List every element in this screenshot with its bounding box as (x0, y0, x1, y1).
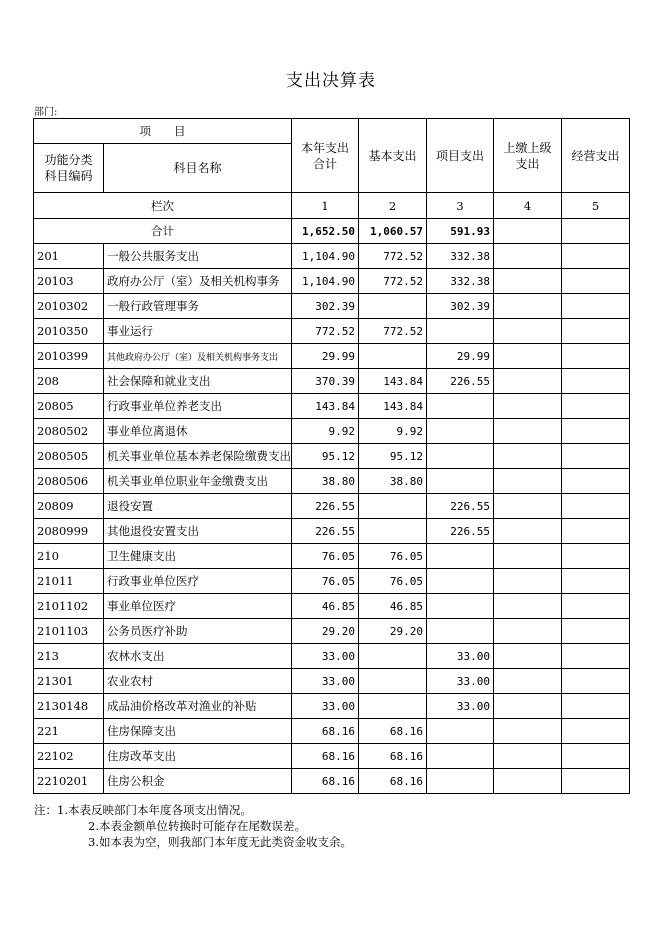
row-basic (359, 694, 427, 719)
row-operating (562, 244, 630, 269)
row-operating (562, 469, 630, 494)
note-1: 注：1.本表反映部门本年度各项支出情况。 (34, 803, 252, 817)
row-operating (562, 394, 630, 419)
row-subject-name: 机关事业单位职业年金缴费支出 (104, 469, 292, 494)
row-basic: 772.52 (359, 319, 427, 344)
lanci-col: 3 (427, 193, 494, 219)
row-total: 76.05 (292, 544, 359, 569)
row-operating (562, 619, 630, 644)
table-row (34, 694, 630, 719)
row-upper (494, 569, 562, 594)
lanci-col: 1 (292, 193, 359, 219)
row-code: 2101103 (34, 619, 104, 644)
row-operating (562, 569, 630, 594)
total-upper (494, 219, 562, 244)
row-code: 201 (34, 244, 104, 269)
row-upper (494, 644, 562, 669)
row-total: 33.00 (292, 694, 359, 719)
table-row (34, 369, 630, 394)
row-code: 2101102 (34, 594, 104, 619)
row-total: 76.05 (292, 569, 359, 594)
row-subject-name: 其他退役安置支出 (104, 519, 292, 544)
row-total: 226.55 (292, 519, 359, 544)
row-subject-name: 社会保障和就业支出 (104, 369, 292, 394)
table-row (34, 344, 630, 369)
row-basic: 9.92 (359, 419, 427, 444)
row-project: 33.00 (427, 669, 494, 694)
row-basic: 29.20 (359, 619, 427, 644)
row-code: 2210201 (34, 769, 104, 794)
row-operating (562, 644, 630, 669)
header-subject-name: 科目名称 (104, 144, 292, 193)
row-total: 46.85 (292, 594, 359, 619)
table-row (34, 494, 630, 519)
row-operating (562, 769, 630, 794)
row-basic (359, 669, 427, 694)
row-code: 20103 (34, 269, 104, 294)
table-row (34, 744, 630, 769)
row-upper (494, 494, 562, 519)
row-subject-name: 退役安置 (104, 494, 292, 519)
row-basic (359, 519, 427, 544)
row-code: 2010350 (34, 319, 104, 344)
row-upper (494, 369, 562, 394)
lanci-col: 2 (359, 193, 427, 219)
table-row (34, 569, 630, 594)
row-total: 302.39 (292, 294, 359, 319)
lanci-label: 栏次 (34, 193, 292, 219)
row-upper (494, 694, 562, 719)
row-operating (562, 419, 630, 444)
row-total: 9.92 (292, 419, 359, 444)
header-total: 本年支出 合计 (292, 119, 359, 193)
note-3: 3.如本表为空，则我部门本年度无此类资金收支余。 (88, 835, 352, 849)
row-code: 2010399 (34, 344, 104, 369)
table-row (34, 469, 630, 494)
row-code: 20805 (34, 394, 104, 419)
row-subject-name: 一般行政管理事务 (104, 294, 292, 319)
table-row (34, 444, 630, 469)
row-code: 213 (34, 644, 104, 669)
row-subject-name: 农林水支出 (104, 644, 292, 669)
row-total: 38.80 (292, 469, 359, 494)
row-basic: 68.16 (359, 719, 427, 744)
table-row (34, 319, 630, 344)
row-subject-name: 行政事业单位医疗 (104, 569, 292, 594)
row-upper (494, 519, 562, 544)
row-subject-name: 农业农村 (104, 669, 292, 694)
row-project (427, 419, 494, 444)
row-upper (494, 469, 562, 494)
row-total: 68.16 (292, 769, 359, 794)
row-project (427, 594, 494, 619)
row-basic (359, 344, 427, 369)
row-upper (494, 744, 562, 769)
row-basic: 68.16 (359, 769, 427, 794)
row-upper (494, 269, 562, 294)
table-row (34, 644, 630, 669)
header-basic: 基本支出 (359, 119, 427, 193)
row-total: 68.16 (292, 744, 359, 769)
row-operating (562, 694, 630, 719)
note-2: 2.本表金额单位转换时可能存在尾数误差。 (88, 819, 306, 833)
expenditure-table (33, 118, 630, 794)
row-project (427, 744, 494, 769)
row-subject-name: 卫生健康支出 (104, 544, 292, 569)
row-total: 143.84 (292, 394, 359, 419)
row-total: 772.52 (292, 319, 359, 344)
row-project: 29.99 (427, 344, 494, 369)
row-code: 21301 (34, 669, 104, 694)
table-row (34, 594, 630, 619)
row-code: 21011 (34, 569, 104, 594)
row-operating (562, 544, 630, 569)
table-row (34, 244, 630, 269)
row-upper (494, 619, 562, 644)
total-operating (562, 219, 630, 244)
row-basic (359, 494, 427, 519)
row-project (427, 444, 494, 469)
row-project: 226.55 (427, 519, 494, 544)
row-total: 95.12 (292, 444, 359, 469)
row-code: 221 (34, 719, 104, 744)
row-code: 20809 (34, 494, 104, 519)
table-row (34, 269, 630, 294)
row-basic: 772.52 (359, 269, 427, 294)
row-upper (494, 669, 562, 694)
row-project (427, 769, 494, 794)
table-row (34, 669, 630, 694)
row-basic: 76.05 (359, 569, 427, 594)
row-operating (562, 669, 630, 694)
row-operating (562, 744, 630, 769)
row-upper (494, 344, 562, 369)
row-project (427, 619, 494, 644)
row-total: 370.39 (292, 369, 359, 394)
row-operating (562, 494, 630, 519)
row-subject-name: 事业单位医疗 (104, 594, 292, 619)
row-project (427, 544, 494, 569)
row-basic (359, 294, 427, 319)
row-operating (562, 369, 630, 394)
row-subject-name: 住房改革支出 (104, 744, 292, 769)
row-upper (494, 244, 562, 269)
row-basic: 38.80 (359, 469, 427, 494)
row-total: 33.00 (292, 669, 359, 694)
total-project: 591.93 (427, 219, 494, 244)
table-row (34, 769, 630, 794)
row-project: 332.38 (427, 269, 494, 294)
department-label: 部门: (34, 107, 58, 118)
footnotes (34, 802, 352, 850)
row-subject-name: 事业单位离退休 (104, 419, 292, 444)
row-total: 68.16 (292, 719, 359, 744)
page-title: 支出决算表 (286, 71, 376, 91)
row-operating (562, 269, 630, 294)
table-row (34, 294, 630, 319)
row-subject-name: 成品油价格改革对渔业的补贴 (104, 694, 292, 719)
row-total: 226.55 (292, 494, 359, 519)
row-subject-name: 一般公共服务支出 (104, 244, 292, 269)
row-code: 2080999 (34, 519, 104, 544)
row-total: 29.99 (292, 344, 359, 369)
row-code: 2010302 (34, 294, 104, 319)
header-operating: 经营支出 (562, 119, 630, 193)
row-subject-name: 行政事业单位养老支出 (104, 394, 292, 419)
row-upper (494, 294, 562, 319)
row-subject-name: 事业运行 (104, 319, 292, 344)
row-upper (494, 319, 562, 344)
row-subject-name: 政府办公厅（室）及相关机构事务 (104, 269, 292, 294)
row-subject-name: 住房公积金 (104, 769, 292, 794)
row-code: 2080505 (34, 444, 104, 469)
row-operating (562, 519, 630, 544)
row-upper (494, 769, 562, 794)
row-upper (494, 594, 562, 619)
header-upper: 上缴上级 支出 (494, 119, 562, 193)
table-row (34, 419, 630, 444)
row-operating (562, 444, 630, 469)
total-row (34, 219, 630, 244)
table-row (34, 519, 630, 544)
row-basic: 46.85 (359, 594, 427, 619)
row-upper (494, 444, 562, 469)
row-subject-name: 其他政府办公厅（室）及相关机构事务支出 (104, 344, 292, 369)
row-project (427, 319, 494, 344)
row-total: 33.00 (292, 644, 359, 669)
table-row (34, 719, 630, 744)
row-basic: 76.05 (359, 544, 427, 569)
row-subject-name: 机关事业单位基本养老保险缴费支出 (104, 444, 292, 469)
row-project (427, 719, 494, 744)
table-row (34, 394, 630, 419)
row-project: 33.00 (427, 694, 494, 719)
header-project: 项目支出 (427, 119, 494, 193)
row-total: 29.20 (292, 619, 359, 644)
header-xiangmu: 项 目 (34, 119, 292, 144)
total-basic: 1,060.57 (359, 219, 427, 244)
row-code: 2080502 (34, 419, 104, 444)
row-code: 2130148 (34, 694, 104, 719)
row-subject-name: 公务员医疗补助 (104, 619, 292, 644)
row-project (427, 394, 494, 419)
row-basic: 772.52 (359, 244, 427, 269)
row-upper (494, 419, 562, 444)
row-operating (562, 344, 630, 369)
row-project: 226.55 (427, 494, 494, 519)
row-basic: 143.84 (359, 369, 427, 394)
row-operating (562, 319, 630, 344)
row-upper (494, 544, 562, 569)
row-project: 226.55 (427, 369, 494, 394)
row-basic: 143.84 (359, 394, 427, 419)
row-project: 332.38 (427, 244, 494, 269)
row-code: 208 (34, 369, 104, 394)
row-total: 1,104.90 (292, 269, 359, 294)
row-basic: 95.12 (359, 444, 427, 469)
lanci-col: 4 (494, 193, 562, 219)
row-subject-name: 住房保障支出 (104, 719, 292, 744)
row-project: 302.39 (427, 294, 494, 319)
row-code: 2080506 (34, 469, 104, 494)
row-total: 1,104.90 (292, 244, 359, 269)
table-row (34, 544, 630, 569)
row-operating (562, 719, 630, 744)
lanci-col: 5 (562, 193, 630, 219)
total-label: 合计 (34, 219, 292, 244)
row-project (427, 569, 494, 594)
row-operating (562, 294, 630, 319)
row-project: 33.00 (427, 644, 494, 669)
row-project (427, 469, 494, 494)
header-func-code: 功能分类 科目编码 (34, 144, 104, 193)
row-code: 22102 (34, 744, 104, 769)
row-upper (494, 719, 562, 744)
table-row (34, 619, 630, 644)
row-upper (494, 394, 562, 419)
row-operating (562, 594, 630, 619)
row-basic (359, 644, 427, 669)
row-basic: 68.16 (359, 744, 427, 769)
row-code: 210 (34, 544, 104, 569)
total-amount: 1,652.50 (292, 219, 359, 244)
